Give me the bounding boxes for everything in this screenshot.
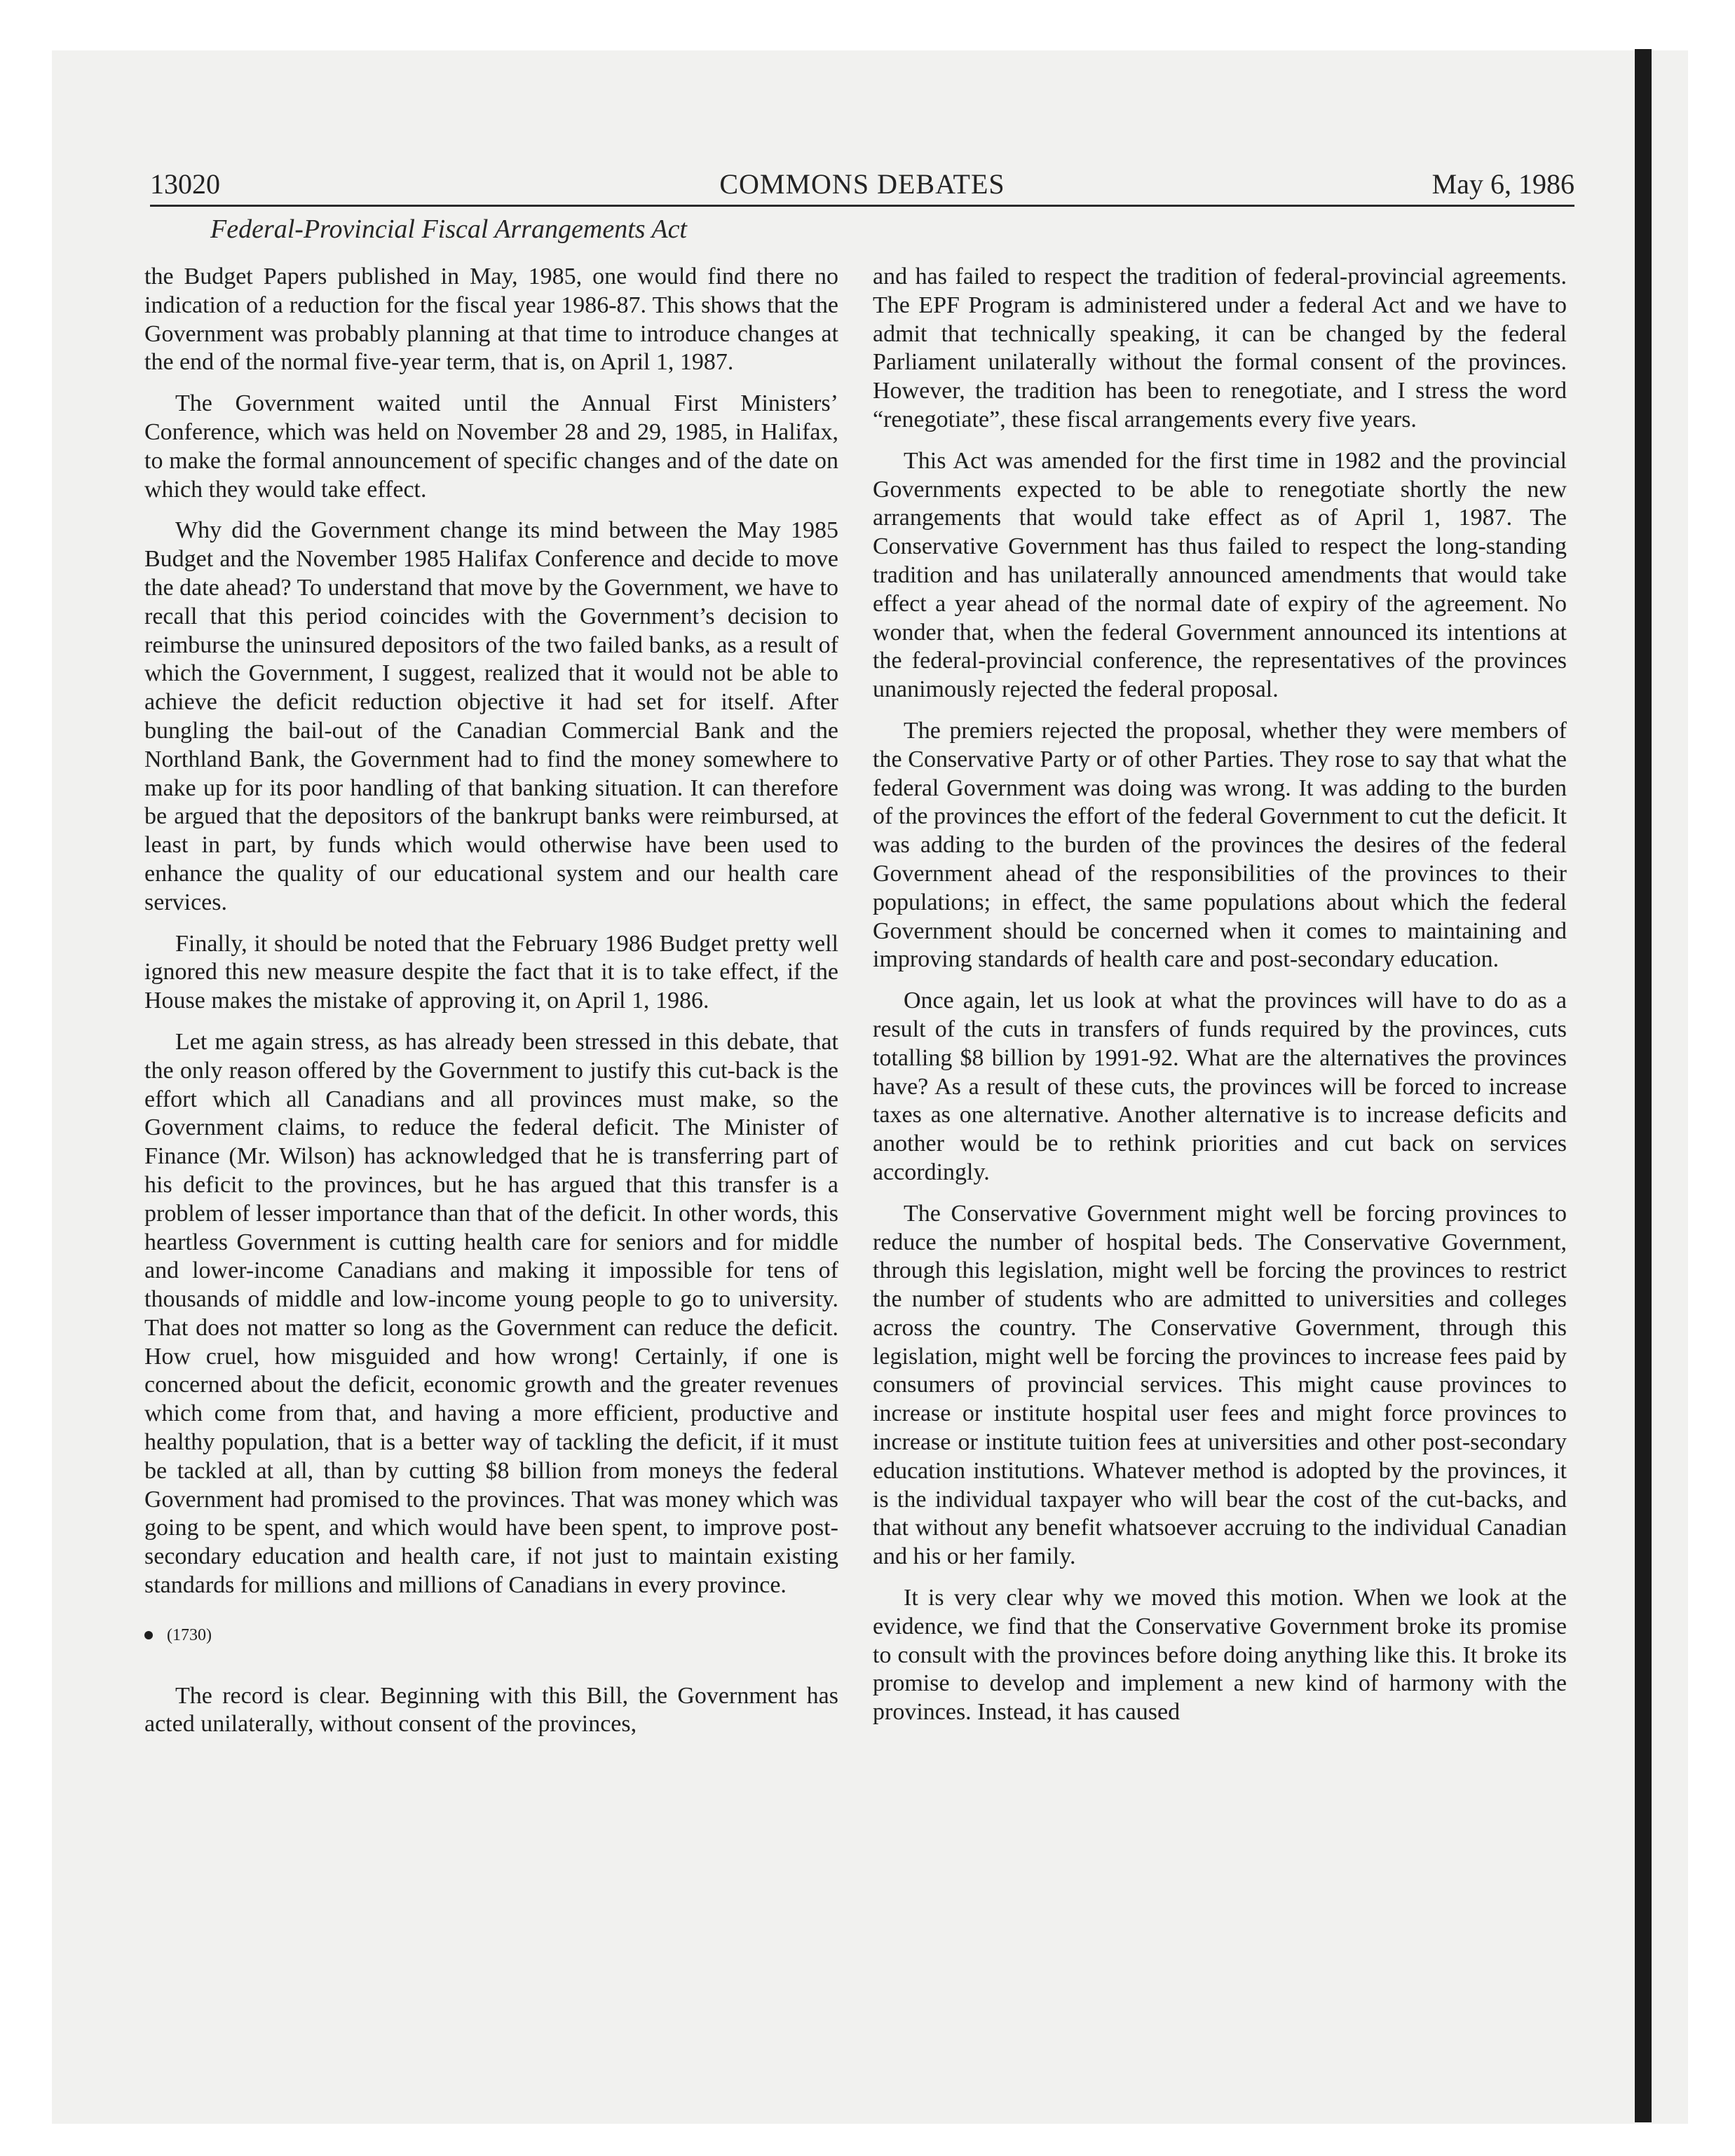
running-header (150, 165, 1574, 207)
paragraph: The Government waited until the Annual First Ministers’ Conference, which was held on November 28 and 29, 1985, in Halifax, to make the formal announcement of specific changes and of the date on which they would take effect. (144, 390, 838, 503)
paragraph: It is very clear why we moved this motion. When we look at the evidence, we find that the Conservative Government broke its promise to consult with the provinces before doing anything like this. It broke its promise to develop and implement a new kind of harmony with the provinces. Instead, it has caused (873, 1585, 1567, 1726)
section-subtitle: Federal-Provincial Fiscal Arrangements Act (210, 214, 687, 244)
paragraph: The premiers rejected the proposal, whether they were members of the Conservative Party or of other Parties. They rose to say that what the federal Government was doing was wrong. It was adding to the burden of the provinces the effort of the federal Government to cut the deficit. It was adding to the burden of the provinces the desires of the federal Government ahead of the responsibilities of the provinces to their populations; in effect, the same populations about which the federal Government should be concerned when it comes to maintaining and improving standards of health care and post-secondary education. (873, 717, 1567, 973)
time-marker (144, 1621, 838, 1650)
paragraph: and has failed to respect the tradition of federal-provincial agreements. The EPF Program is administered under a federal Act and we have to admit that technically speaking, it can be changed by the federal Parliament unilaterally without the formal consent of the provinces. However, the tradition has been to renegotiate, and I stress the word “renegotiate”, these fiscal arrangements every five years. (873, 264, 1567, 432)
paragraph: Once again, let us look at what the provinces will have to do as a result of the cuts in transfers of funds required by the provinces, cuts totalling $8 billion by 1991-92. What are the alternatives the provinces have? As a result of these cuts, the provinces will be forced to increase taxes as one alternative. Another alternative is to increase deficits and another would be to rethink priorities and cut back on services accordingly. (873, 988, 1567, 1185)
paragraph: This Act was amended for the first time in 1982 and the provincial Governments expected to be able to renegotiate shortly the new arrangements that would take effect as of April 1, 1987. The Conservative Government has thus failed to respect the long-standing tradition and has unilaterally announced amendments that would take effect a year ahead of the normal date of expiry of the agreement. No wonder that, when the federal Government announced its intentions at the federal-provincial conference, the representatives of the provinces unanimously rejected the federal proposal. (873, 447, 1567, 703)
paragraph: the Budget Papers published in May, 1985, one would find there no indication of a reduction for the fiscal year 1986-87. This shows that the Government was probably planning at that time to introduce changes at the end of the normal five-year term, that is, on April 1, 1987. (144, 264, 838, 376)
bullet-icon (144, 1631, 153, 1639)
header-date: May 6, 1986 (1431, 168, 1574, 200)
paragraph: The record is clear. Beginning with this Bill, the Government has acted unilaterally, without consent of the provinces, (144, 1682, 838, 1738)
paragraph: Let me again stress, as has already been stressed in this debate, that the only reason offered by the Government to justify this cut-back is the effort which all Canadians and all provinces must make, so the Government claims, to reduce the federal deficit. The Minister of Finance (Mr. Wilson) has acknowledged that he is transferring part of his deficit to the provinces, but he has argued that this transfer is a problem of lesser importance than that of the deficit. In other words, this heartless Government is cutting health care for seniors and for middle and lower-income Canadians and making it impossible for tens of thousands of middle and low-income young people to go to university. That does not matter so long as the Government can reduce the deficit. How cruel, how misguided and how wrong! Certainly, if one is concerned about the deficit, economic growth and the greater revenues which come from that, and having a more efficient, productive and healthy population, that is a better way of tackling the deficit, if it must be tackled at all, than by cutting $8 billion from moneys the federal Government had promised to the provinces. That was money which was going to be spent, and which would have been spent, to improve post-secondary education and health care, if not just to maintain existing standards for millions and millions of Canadians in every province. (144, 1028, 838, 1599)
scan-edge-shadow (1635, 49, 1652, 2122)
right-column (873, 263, 1567, 1740)
paragraph: Finally, it should be noted that the February 1986 Budget pretty well ignored this new measure despite the fact that it is to take effect, if the House makes the mistake of approving it, on April 1, 1986. (144, 930, 838, 1014)
page-number: 13020 (150, 168, 220, 200)
publication-title: COMMONS DEBATES (719, 168, 1005, 200)
timestamp-text: (1730) (167, 1625, 212, 1644)
paragraph: The Conservative Government might well be forcing provinces to reduce the number of hospital beds. The Conservative Government, through this legislation, might well be forcing the provinces to restrict the number of students who are admitted to universities and colleges across the country. The Conservative Government, through this legislation, might well be forcing the provinces to increase fees paid by consumers of provincial services. This might cause provinces to increase or institute hospital user fees and might force provinces to increase or institute tuition fees at universities and other post-secondary education institutions. Whatever method is adopted by the provinces, it is the individual taxpayer who will bear the cost of the cut-backs, and that without any benefit whatsoever accruing to the individual Canadian and his or her family. (873, 1200, 1567, 1570)
left-column (144, 263, 838, 1752)
paragraph: Why did the Government change its mind between the May 1985 Budget and the November 1985 Halifax Conference and decide to move the date ahead? To understand that move by the Government, we have to recall that this period coincides with the Government’s decision to reimburse the uninsured depositors of the two failed banks, as a result of which the Government, I suggest, realized that it would not be able to achieve the deficit reduction objective it had set for itself. After bungling the bail-out of the Canadian Commercial Bank and the Northland Bank, the Government had to find the money somewhere to make up for its poor handling of that banking situation. It can therefore be argued that the depositors of the bankrupt banks were reimbursed, at least in part, by funds which would otherwise have been used to enhance the quality of our educational system and our health care services. (144, 517, 838, 915)
